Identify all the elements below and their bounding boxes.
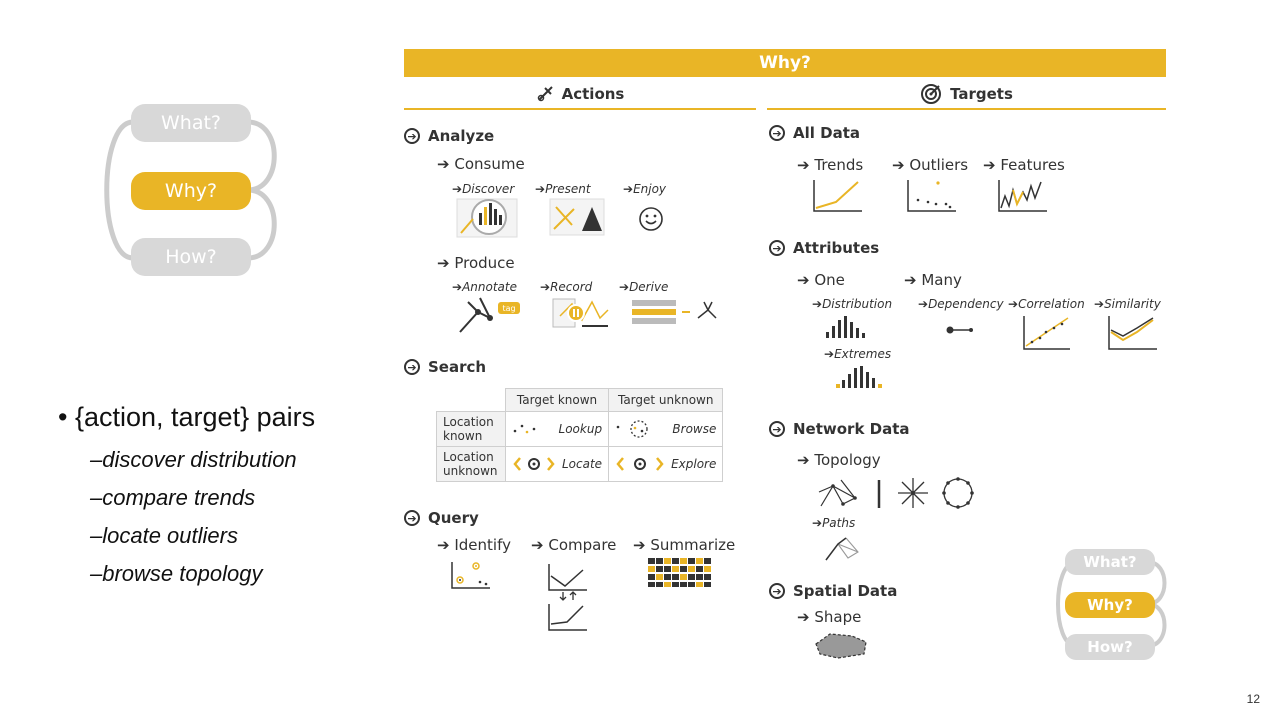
attributes-section-title (769, 239, 879, 257)
search-section-title (404, 358, 486, 376)
arrow-icon: ➔ (892, 156, 905, 174)
network-data-label: Network Data (793, 420, 910, 438)
explore-label: Explore (671, 457, 717, 471)
nav-what-pill[interactable]: What? (131, 104, 251, 142)
query-label: Query (428, 509, 479, 527)
arrow-icon: ➔ (918, 297, 929, 311)
arrow-icon: ➔ (1008, 297, 1019, 311)
derive-icon (632, 298, 722, 328)
bullet-sub-item: –discover distribution (90, 447, 297, 472)
topology-item (797, 451, 881, 469)
arrow-icon: ➔ (1094, 297, 1105, 311)
lookup-cell (506, 412, 609, 447)
derive-item (619, 280, 668, 294)
extremes-icon (834, 364, 890, 390)
present-item (535, 182, 591, 196)
nav-small-how-pill[interactable]: How? (1065, 634, 1155, 660)
record-icon (552, 296, 610, 330)
many-label: Many (921, 271, 962, 289)
shape-icon (812, 630, 872, 660)
compare-label: Compare (548, 536, 617, 554)
arrow-icon: ➔ (452, 182, 463, 196)
arrow-icon: ➔ (437, 254, 450, 272)
arrow-icon: ➔ (812, 516, 823, 530)
page-number: 12 (1246, 692, 1260, 706)
explore-cell (609, 447, 723, 482)
shape-label: Shape (814, 608, 862, 626)
consume-label: Consume (454, 155, 525, 173)
arrow-icon: ➔ (540, 280, 551, 294)
table-header-target-unknown: Target unknown (609, 389, 723, 412)
arrow-circle-icon: ➔ (769, 583, 785, 599)
nav-how-pill[interactable]: How? (131, 238, 251, 276)
arrow-circle-icon: ➔ (769, 421, 785, 437)
enjoy-item (623, 182, 666, 196)
lookup-icon (512, 421, 540, 437)
targets-header (767, 80, 1166, 110)
all-data-section-title (769, 124, 860, 142)
trends-item (797, 156, 863, 174)
browse-icon (615, 419, 655, 439)
explore-icon (615, 454, 665, 474)
table-corner (437, 389, 506, 412)
arrow-icon: ➔ (437, 155, 450, 173)
all-data-label: All Data (793, 124, 860, 142)
tag-label: tag (502, 304, 516, 313)
locate-cell (506, 447, 609, 482)
paths-icon (824, 536, 860, 564)
annotate-label: Annotate (462, 280, 517, 294)
correlation-icon (1022, 314, 1072, 352)
actions-header (404, 80, 756, 110)
distribution-item (812, 297, 892, 311)
record-item (540, 280, 592, 294)
identify-icon (450, 560, 492, 590)
features-item (983, 156, 1065, 174)
outliers-item (892, 156, 968, 174)
lookup-label: Lookup (558, 422, 603, 436)
why-band-title: Why? (404, 49, 1166, 77)
browse-cell (609, 412, 723, 447)
arrow-icon: ➔ (452, 280, 463, 294)
distribution-icon (824, 314, 874, 340)
arrow-icon: ➔ (797, 608, 810, 626)
annotate-item (452, 280, 517, 294)
discover-item (452, 182, 514, 196)
arrow-icon: ➔ (904, 271, 917, 289)
correlation-item (1008, 297, 1085, 311)
arrow-icon: ➔ (797, 271, 810, 289)
extremes-label: Extremes (834, 347, 892, 361)
targets-header-label: Targets (950, 85, 1013, 103)
outliers-label: Outliers (909, 156, 969, 174)
outliers-icon (906, 178, 958, 214)
similarity-item (1094, 297, 1161, 311)
bullet-sub-item: –compare trends (90, 485, 256, 510)
arrow-circle-icon: ➔ (769, 240, 785, 256)
record-label: Record (550, 280, 593, 294)
topology-icons (817, 476, 977, 512)
arrow-icon: ➔ (633, 536, 646, 554)
extremes-item (824, 347, 891, 361)
correlation-label: Correlation (1018, 297, 1085, 311)
table-row (437, 412, 723, 447)
identify-label: Identify (454, 536, 511, 554)
arrow-icon: ➔ (531, 536, 544, 554)
locate-icon (512, 454, 556, 474)
summarize-icon (648, 558, 714, 588)
discover-icon (455, 197, 520, 242)
browse-label: Browse (672, 422, 717, 436)
compare-item (531, 536, 616, 554)
arrow-icon: ➔ (619, 280, 630, 294)
trends-icon (812, 178, 864, 214)
arrow-icon: ➔ (812, 297, 823, 311)
features-icon (997, 178, 1049, 214)
distribution-label: Distribution (822, 297, 893, 311)
paths-item (812, 516, 855, 530)
arrow-circle-icon: ➔ (404, 128, 420, 144)
query-section-title (404, 509, 479, 527)
nav-small-why-pill[interactable]: Why? (1065, 592, 1155, 618)
arrow-circle-icon: ➔ (769, 125, 785, 141)
table-header-target-known: Target known (506, 389, 609, 412)
smiley-icon (637, 205, 665, 233)
derive-label: Derive (629, 280, 669, 294)
many-item (904, 271, 962, 289)
arrow-circle-icon: ➔ (404, 359, 420, 375)
search-table (436, 388, 723, 482)
arrow-icon: ➔ (797, 451, 810, 469)
dependency-item (918, 297, 1004, 311)
table-row (437, 447, 723, 482)
identify-item (437, 536, 511, 554)
arrow-icon: ➔ (535, 182, 546, 196)
similarity-icon (1107, 314, 1159, 352)
arrow-icon: ➔ (797, 156, 810, 174)
search-label: Search (428, 358, 487, 376)
shape-item (797, 608, 861, 626)
table-row (437, 389, 723, 412)
bullet-list (58, 402, 315, 593)
arrow-icon: ➔ (824, 347, 835, 361)
summarize-label: Summarize (650, 536, 736, 554)
bullet-sub-item: –locate outliers (90, 523, 238, 548)
spatial-data-section-title (769, 582, 897, 600)
spatial-data-label: Spatial Data (793, 582, 898, 600)
bullet-sub-item: –browse topology (90, 561, 263, 586)
dependency-icon (946, 324, 976, 336)
target-icon (920, 83, 942, 105)
one-label: One (814, 271, 845, 289)
discover-label: Discover (462, 182, 515, 196)
arrow-circle-icon: ➔ (404, 510, 420, 526)
features-label: Features (1000, 156, 1065, 174)
enjoy-label: Enjoy (633, 182, 667, 196)
compare-icon (547, 562, 589, 634)
one-item (797, 271, 845, 289)
locate-label: Locate (562, 457, 603, 471)
consume-item (437, 155, 525, 173)
row-header-location-known: Location known (437, 412, 506, 447)
annotate-icon (456, 296, 520, 336)
arrow-icon: ➔ (437, 536, 450, 554)
dependency-label: Dependency (928, 297, 1004, 311)
attributes-label: Attributes (793, 239, 880, 257)
paths-label: Paths (822, 516, 856, 530)
produce-label: Produce (454, 254, 515, 272)
summarize-item (633, 536, 735, 554)
row-header-location-unknown: Location unknown (437, 447, 506, 482)
similarity-label: Similarity (1104, 297, 1161, 311)
nav-small-what-pill[interactable]: What? (1065, 549, 1155, 575)
present-label: Present (545, 182, 591, 196)
arrow-icon: ➔ (623, 182, 634, 196)
analyze-section-title (404, 127, 494, 145)
trends-label: Trends (814, 156, 864, 174)
arrow-icon: ➔ (983, 156, 996, 174)
bullet-main: • {action, target} pairs (58, 402, 316, 432)
nav-why-pill[interactable]: Why? (131, 172, 251, 210)
produce-item (437, 254, 515, 272)
network-data-section-title (769, 420, 910, 438)
topology-label: Topology (814, 451, 881, 469)
present-icon (548, 197, 606, 237)
actions-icon (536, 85, 554, 103)
analyze-label: Analyze (428, 127, 495, 145)
actions-header-label: Actions (561, 85, 625, 103)
